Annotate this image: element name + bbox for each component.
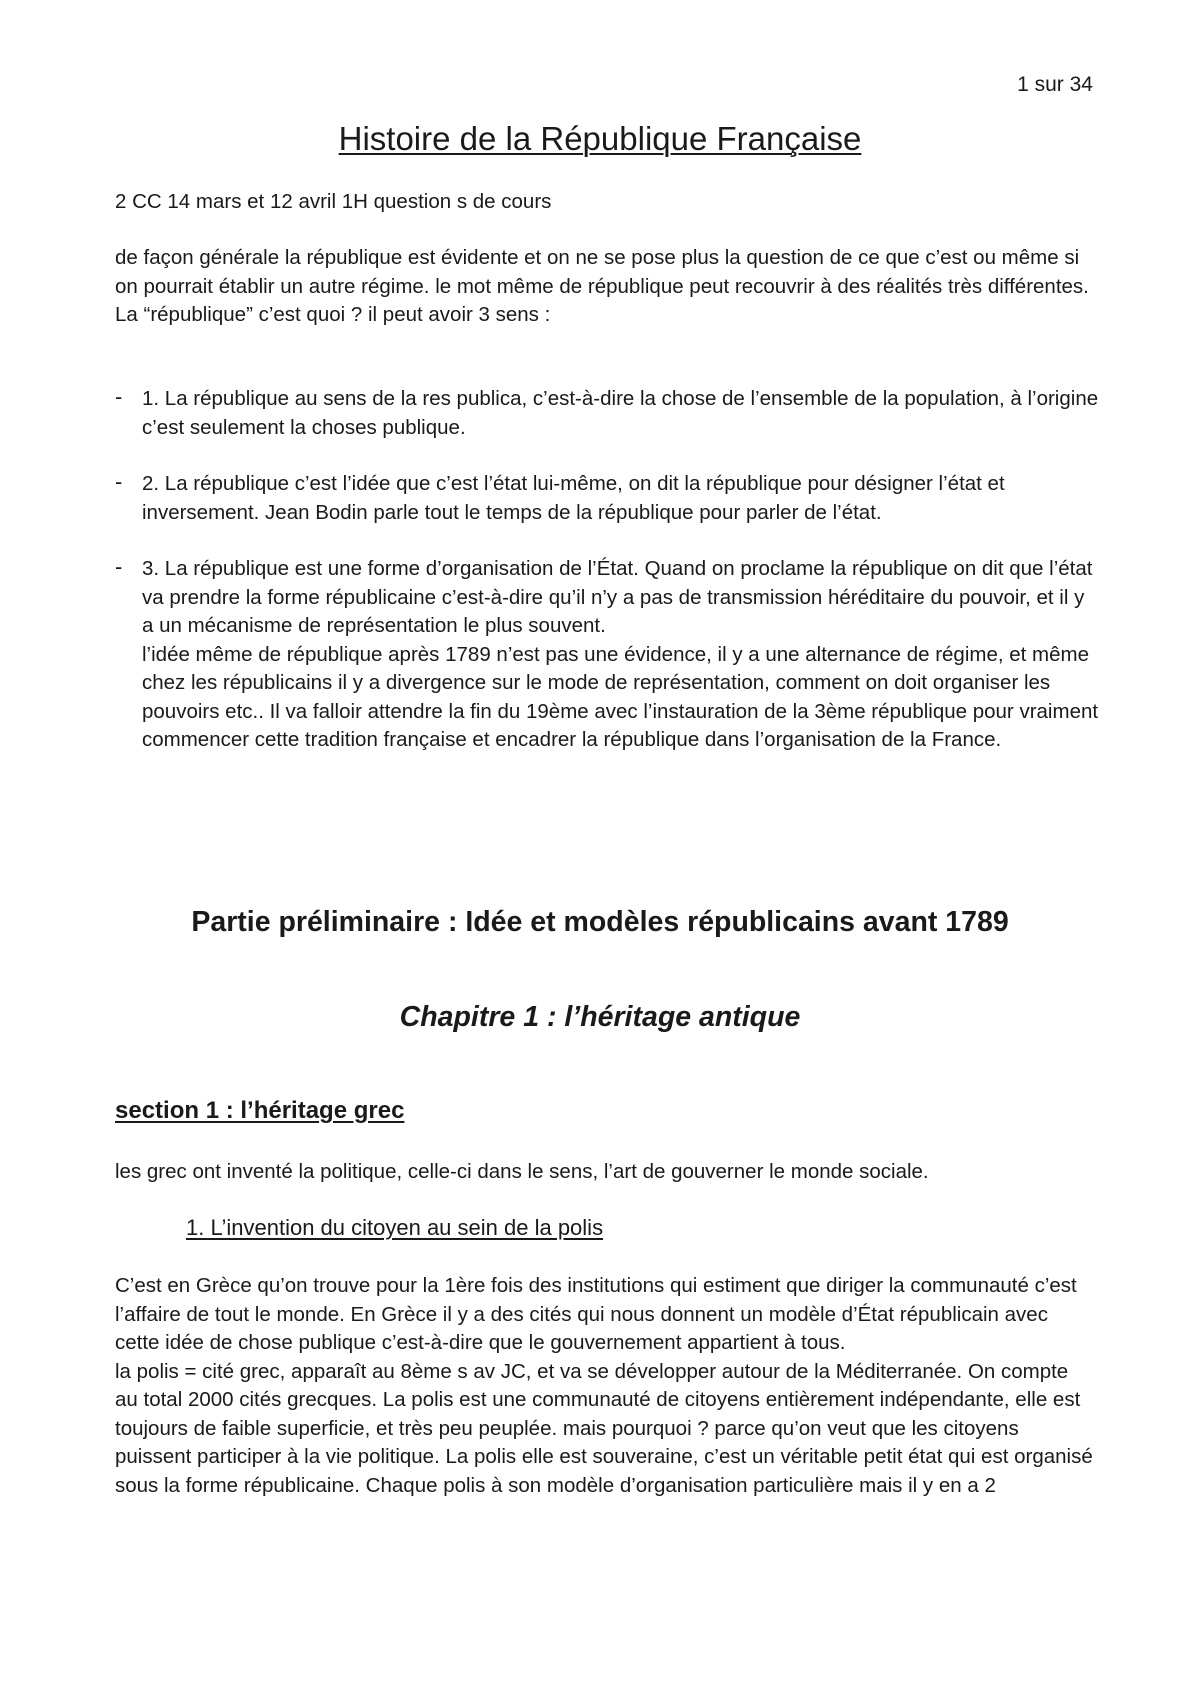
sense-text: 3. La république est une forme d’organisation de l’État. Quand on proclame la république on dit que l’état va prendre la forme républicaine c’est-à-dire qu’il n’y a pas de transmission héréditaire du pouvoir, et il y a un mécanisme de représentation le plus souvent. — [142, 557, 1093, 637]
body-paragraph: la polis = cité grec, apparaît au 8ème s av JC, et va se développer autour de la Méditerranée. On compte au total 2000 cités grecques. La polis est une communauté de citoyens entièrement indépendante, elle est toujours de faible superficie, et très peu peuplée. mais pourquoi ? parce qu’on veut que les citoyens puissent participer à la vie politique. La polis elle est souveraine, c’est un véritable petit état qui est organisé sous la forme républicaine. Chaque polis à son modèle d’organisation particulière mais il y en a 2 — [115, 1359, 1093, 1497]
subsection-title: 1. L’invention du citoyen au sein de la polis — [186, 1215, 604, 1240]
sense-continuation: l’idée même de république après 1789 n’est pas une évidence, il y a une alternance de régime, et même chez les républicains il y a divergence sur le mode de représentation, comment on doit organiser les pouvoirs etc.. Il va falloir attendre la fin du 19ème avec l’instauration de la 3ème république pour vraiment commencer cette tradition française et encadrer la république dans l’organisation de la France. — [142, 642, 1099, 751]
list-bullet: - — [115, 469, 123, 494]
intro-text: de façon générale la république est évidente et on ne se pose plus la question de ce que c’est ou même si on pourrait établir un autre régime. le mot même de république peut recouvrir à des réalités très différentes. — [115, 246, 1089, 298]
sense-text: 1. La république au sens de la res publica, c’est-à-dire la chose de l’ensemble de la population, à l’origine c’est seulement la choses publique. — [142, 387, 1099, 439]
list-bullet: - — [115, 554, 123, 579]
list-bullet: - — [115, 384, 123, 409]
list-item-sense-1 — [115, 385, 1100, 442]
section-intro: les grec ont inventé la politique, celle-ci dans le sens, l’art de gouverner le monde sociale. — [115, 1160, 929, 1183]
intro-question: La “république” c’est quoi ? il peut avoir 3 sens : — [115, 303, 551, 326]
body-text — [115, 1272, 1095, 1500]
sense-text: 2. La république c’est l’idée que c’est l’état lui-même, on dit la république pour désigner l’état et inversement. Jean Bodin parle tout le temps de la république pour parler de l’état. — [142, 472, 1005, 524]
page-number: 1 sur 34 — [1017, 73, 1093, 96]
document-title: Histoire de la République Française — [338, 120, 862, 157]
exam-info-line: 2 CC 14 mars et 12 avril 1H question s de cours — [115, 190, 552, 213]
section-title: section 1 : l’héritage grec — [115, 1097, 405, 1124]
body-paragraph: C’est en Grèce qu’on trouve pour la 1ère fois des institutions qui estiment que diriger la communauté c’est l’affaire de tout le monde. En Grèce il y a des cités qui nous donnent un modèle d’État républicain avec cette idée de chose publique c’est-à-dire que le gouvernement appartient à tous. — [115, 1274, 1077, 1354]
senses-list — [115, 385, 1100, 783]
chapter-title: Chapitre 1 : l’héritage antique — [399, 1001, 801, 1033]
list-item-sense-2 — [115, 470, 1100, 527]
part-title: Partie préliminaire : Idée et modèles républicains avant 1789 — [191, 906, 1009, 938]
list-item-sense-3 — [115, 555, 1100, 755]
intro-paragraph — [115, 244, 1095, 330]
